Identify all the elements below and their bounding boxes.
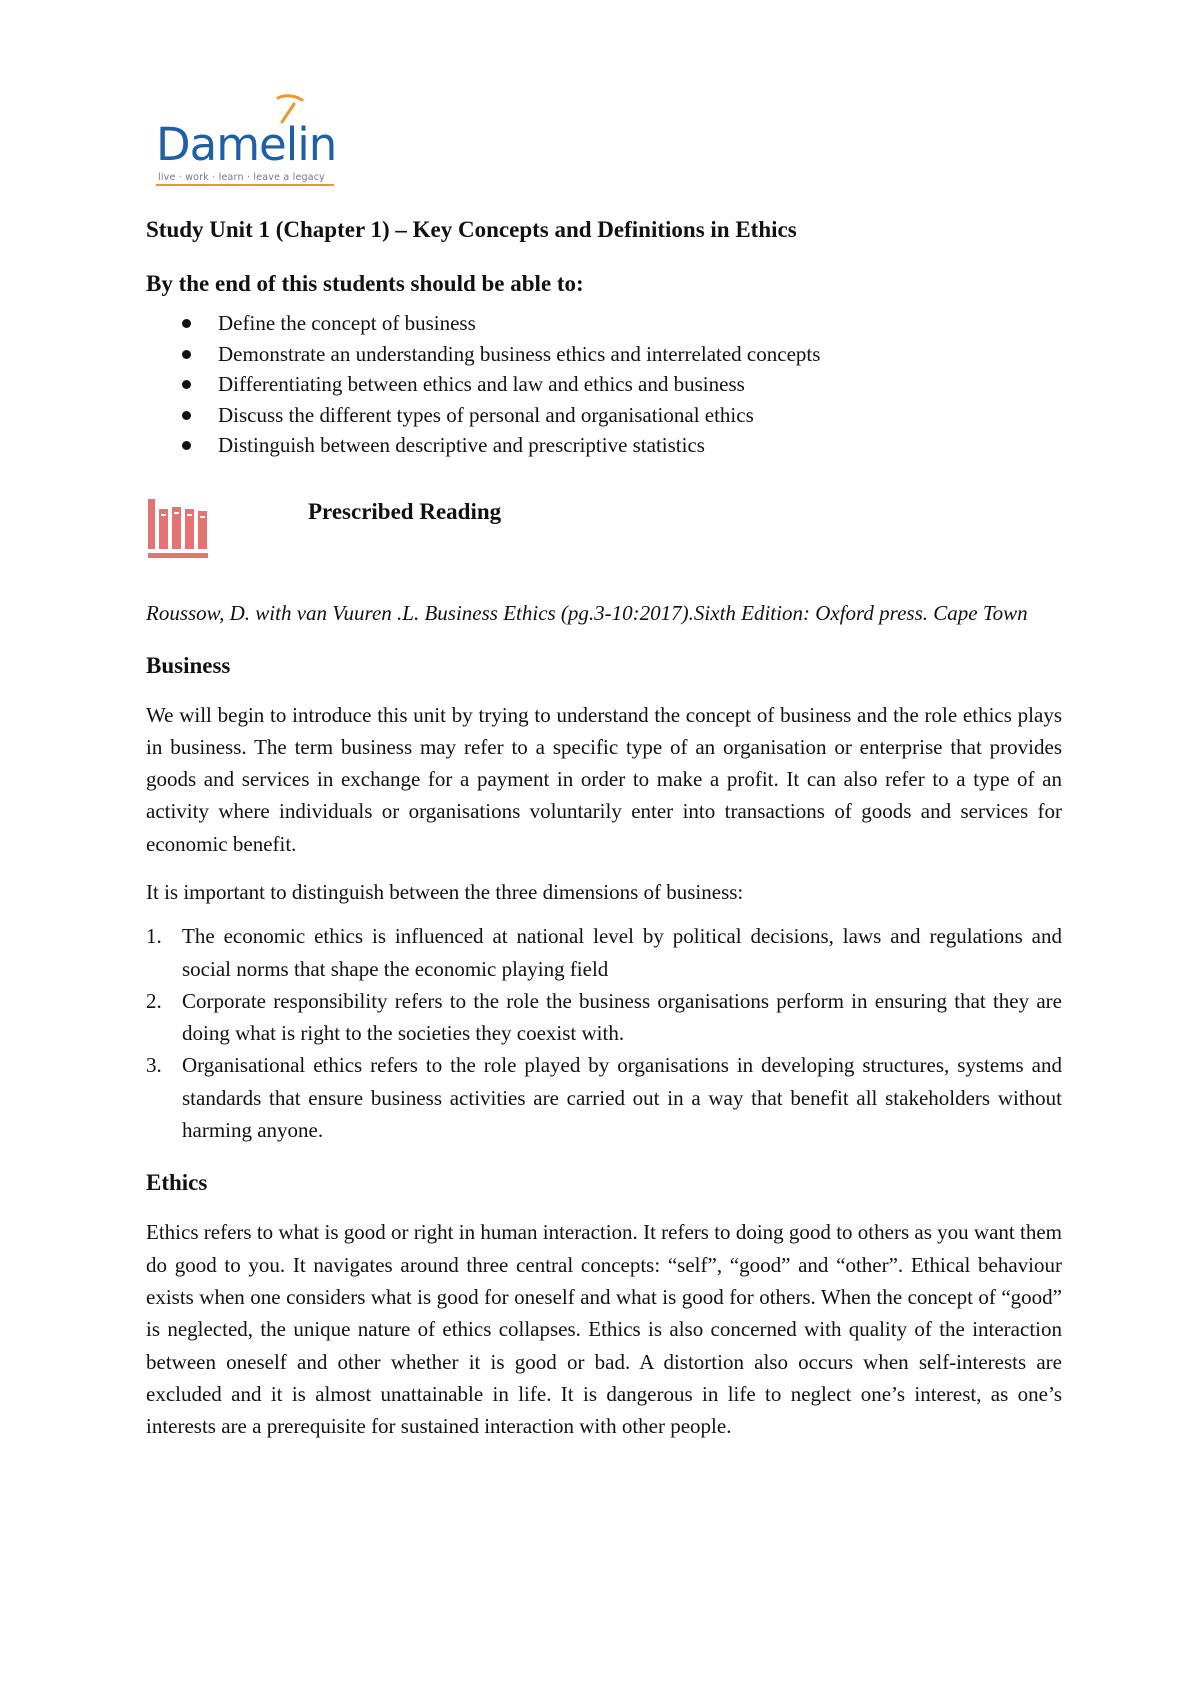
page-title: Study Unit 1 (Chapter 1) – Key Concepts and Definitions in Ethics [146, 217, 797, 242]
item-number: 3. [146, 1053, 162, 1078]
bullet-icon [182, 319, 191, 328]
objective-text: Demonstrate an understanding business ethics and interrelated concepts [218, 341, 821, 366]
citation: Roussow, D. with van Vuuren .L. Business Ethics (pg.3-10:2017).Sixth Edition: Oxford press. Cape Town [146, 600, 1028, 625]
item-number: 1. [146, 924, 162, 949]
ethics-heading: Ethics [146, 1170, 208, 1196]
objective-item [146, 339, 1062, 370]
dimensions-list [146, 920, 1062, 1146]
prescribed-reading-row [146, 497, 1062, 585]
objective-text: Define the concept of business [218, 311, 476, 335]
damelin-logo [156, 94, 346, 186]
dimension-item [146, 985, 1062, 1050]
business-heading: Business [146, 652, 231, 678]
objective-text: Differentiating between ethics and law and ethics and business [218, 372, 745, 396]
objective-item [146, 400, 1062, 431]
bullet-icon [182, 411, 191, 420]
logo-underline [156, 184, 334, 186]
objective-text: Distinguish between descriptive and prescriptive statistics [218, 433, 705, 457]
objectives-list [146, 308, 1062, 461]
objectives-heading: By the end of this students should be able to: [146, 271, 584, 296]
logo-tagline: live · work · learn · leave a legacy [158, 172, 325, 183]
logo-wordmark: Damelin [156, 118, 337, 171]
books-icon [146, 497, 210, 561]
dimension-item [146, 1049, 1062, 1146]
objective-item [146, 308, 1062, 339]
objective-text: Discuss the different types of personal and organisational ethics [218, 402, 754, 427]
dimension-text: The economic ethics is influenced at national level by political decisions, laws and regulations and social norms that shape the economic playing field [182, 924, 1062, 981]
dimensions-intro: It is important to distinguish between the three dimensions of business: [146, 879, 744, 904]
objective-item [146, 369, 1062, 400]
document-content [146, 212, 1062, 1442]
objective-item [146, 430, 1062, 461]
item-number: 2. [146, 988, 162, 1013]
bullet-icon [182, 380, 191, 389]
ethics-paragraph: Ethics refers to what is good or right in human interaction. It refers to doing good to others as you want them do good to you. It navigates around three central concepts: “self”, “good” and “other”. Ethical behaviour exists when one considers what is good for oneself and what is good for others. When the concept of “good” is neglected, the unique nature of ethics collapses. Ethics is also concerned with quality of the interaction between oneself and other whether it is good or bad. A distortion also occurs when self-interests are excluded and it is almost unattainable in life. It is dangerous in life to neglect one’s interest, as one’s interests are a prerequisite for sustained interaction with other people. [146, 1220, 1062, 1439]
prescribed-reading-heading: Prescribed Reading [308, 498, 502, 524]
bullet-icon [182, 350, 191, 359]
business-paragraph: We will begin to introduce this unit by trying to understand the concept of business and the role ethics plays in business. The term business may refer to a specific type of an organisation or enterprise that provides goods and services in exchange for a payment in order to make a profit. It can also refer to a type of an activity where individuals or organisations voluntarily enter into transactions of goods and services for economic benefit. [146, 702, 1062, 856]
dimension-text: Corporate responsibility refers to the role the business organisations perform in ensuring that they are doing what is right to the societies they coexist with. [182, 988, 1062, 1046]
dimension-text: Organisational ethics refers to the role played by organisations in developing structures, systems and standards that ensure business activities are carried out in a way that benefit all stakeholders without harming anyone. [182, 1053, 1062, 1143]
dimension-item [146, 920, 1062, 985]
bullet-icon [182, 441, 191, 450]
